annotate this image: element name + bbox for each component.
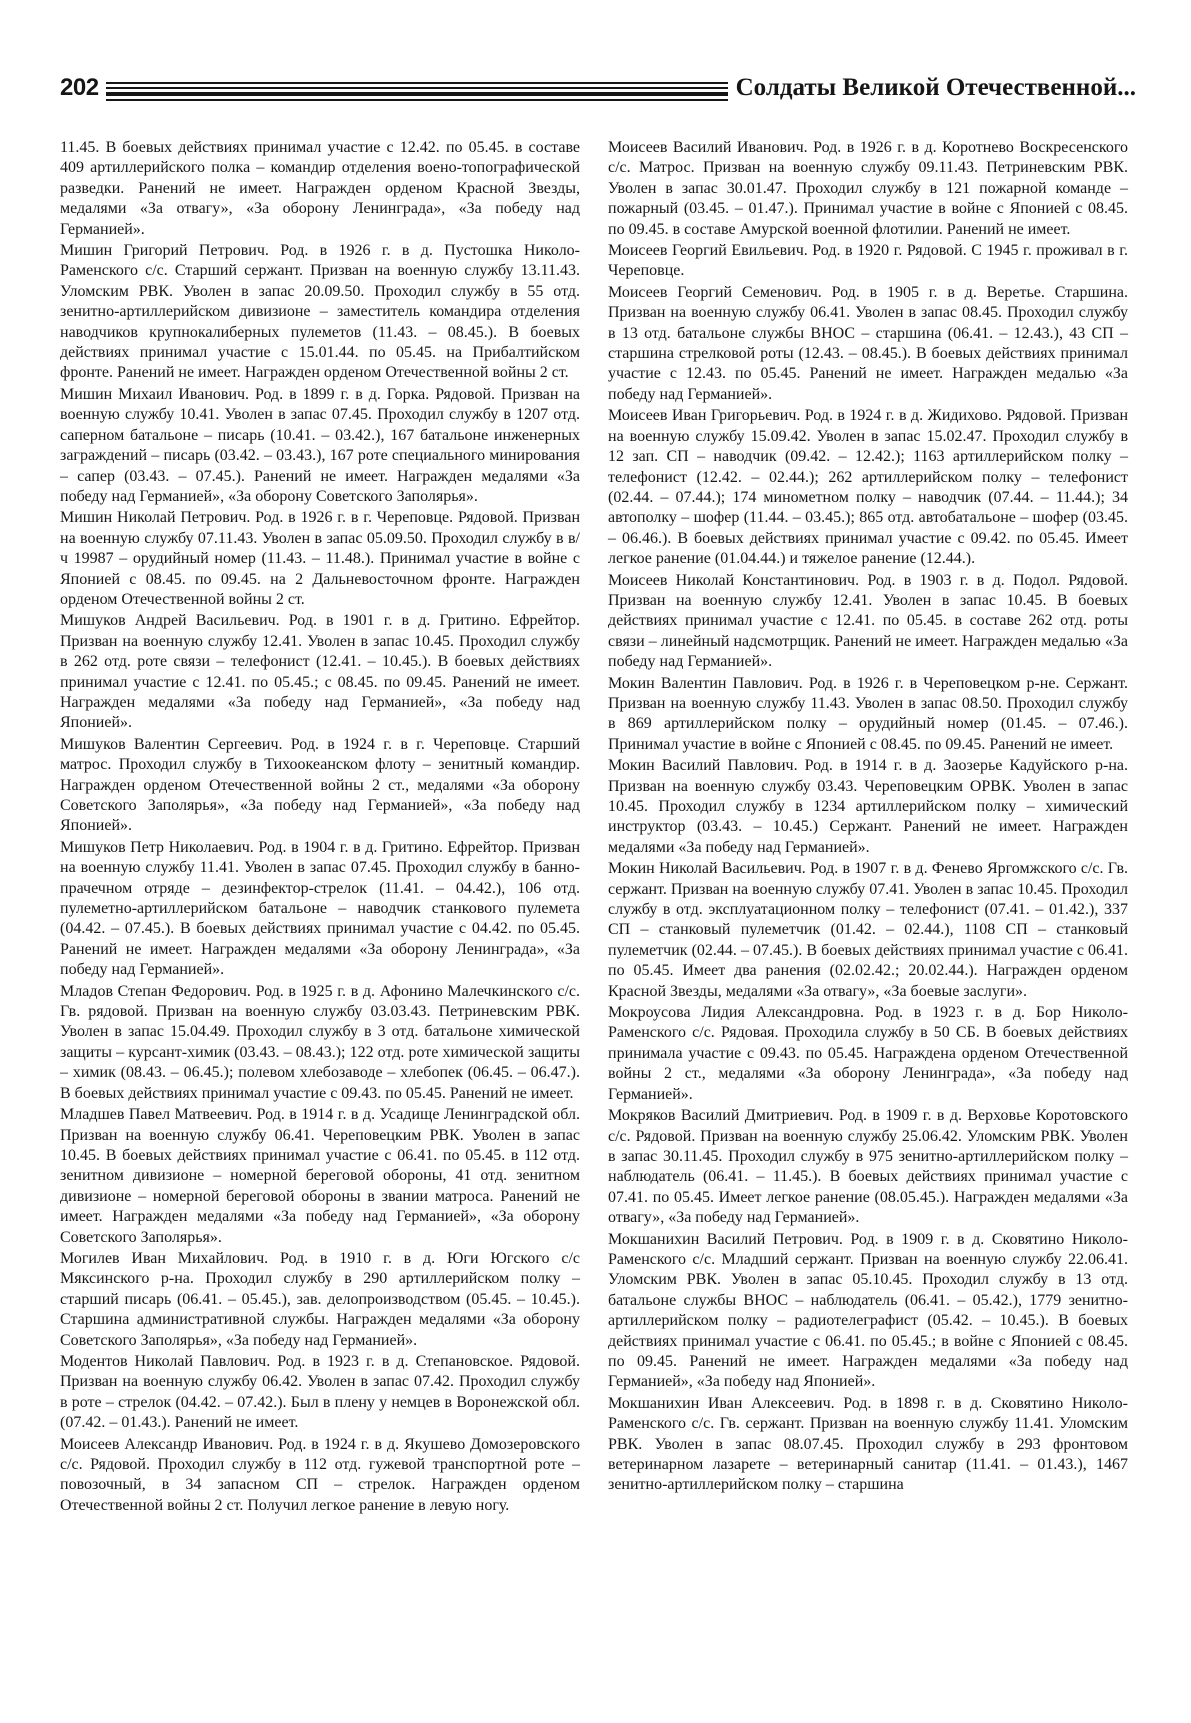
entry-mishin-nikolay: Мишин Николай Петрович. Род. в 1926 г. в г. Череповце. Рядовой. Призван на военную службу 07.11.43. Уволен в запас 05.09.50. Проходил службу в в/ч 19987 – орудийный номер (11.43. – 11.48.). Принимал участие в войне с Японией с 08.45. по 09.45. на 2 Дальневосточном фронте. Награжден орденом Отечественной войны 2 ст. xyxy=(60,509,580,608)
entry-moiseev-georgiy-e: Моисеев Георгий Евильевич. Род. в 1920 г. Рядовой. С 1945 г. проживал в г. Череповце. xyxy=(608,242,1128,280)
entry-modentov-nikolay: Модентов Николай Павлович. Род. в 1923 г. в д. Степановское. Рядовой. Призван на военную службу 06.42. Уволен в запас 07.42. Проходил службу в роте – стрелок (04.42. – 07.42.). Был в плену у немцев в Воронежской обл.(07.42. – 01.43.). Ранений не имеет. xyxy=(60,1352,580,1432)
entry-moiseev-georgiy-s: Моисеев Георгий Семенович. Род. в 1905 г. в д. Веретье. Старшина. Призван на военную службу 06.41. Уволен в запас 08.45. Проходил службу в 13 отд. батальоне службы ВНОС – старшина (06.41. – 12.43.), 43 СП – старшина стрелковой роты (12.43. – 08.45.). В боевых действиях принимал участие с 12.43. по 05.45. Ранений не имеет. Награжден медалью «За победу над Германией». xyxy=(608,283,1128,403)
right-column xyxy=(608,138,1128,1497)
entry-mokin-valentin: Мокин Валентин Павлович. Род. в 1926 г. в Череповецком р-не. Сержант. Призван на военную службу 11.43. Уволен в запас 08.50. Проходил службу в 869 артиллерийском полку – орудийный номер (01.45. – 07.46.). Принимал участие в войне с Японией с 08.45. по 09.45. Ранений не имеет. xyxy=(608,674,1128,753)
entry-mishin-mikhail: Мишин Михаил Иванович. Род. в 1899 г. в д. Горка. Рядовой. Призван на военную службу 10.41. Уволен в запас 07.45. Проходил службу в 1207 отд. саперном батальоне – писарь (10.41. – 03.42.), 167 батальоне инженерных заграждений – писарь (03.42. – 03.43.), 167 роте специального минирования – сапер (03.43. – 07.45.). Ранений не имеет. Награжден медалями «За победу над Германией», «За оборону Советского Заполярья». xyxy=(60,385,580,505)
entry-mishin-grigoriy: Мишин Григорий Петрович. Род. в 1926 г. в д. Пустошка Николо-Раменского с/с. Старший сержант. Призван на военную службу 13.11.43. Уломским РВК. Уволен в запас 20.09.50. Проходил службу в 55 отд. зенитно-артиллерийском дивизионе – заместитель командира отделения наводчиков крупнокалиберных пулеметов (11.43. – 08.45.). В боевых действиях принимал участие с 15.01.44. по 05.45. на Прибалтийском фронте. Ранений не имеет. Награжден орденом Отечественной войны 2 ст. xyxy=(60,242,580,382)
entry-moiseev-ivan: Моисеев Иван Григорьевич. Род. в 1924 г. в д. Жидихово. Рядовой. Призван на военную службу 15.09.42. Уволен в запас 15.02.47. Проходил службу в 12 зап. СП – наводчик (09.42. – 12.42.); 1163 артиллерийском полку – телефонист (12.42. – 02.44.); 262 артиллерийском полку – телефонист (02.44. – 07.44.); 174 минометном полку – наводчик (07.44. – 11.44.); 34 автополку – шофер (11.44. – 03.45.); 865 отд. автобатальоне – шофер (03.45. – 06.46.). В боевых действиях принимал участие с 09.42. по 05.45. Имеет легкое ранение (01.04.44.) и тяжелое ранение (12.44.). xyxy=(608,407,1128,568)
entry-mishukov-valentin: Мишуков Валентин Сергеевич. Род. в 1924 г. в г. Череповце. Старший матрос. Проходил службу в Тихоокеанском флоту – зенитный командир. Награжден орденом Отечественной войны 2 ст., медалями «За оборону Советского Заполярья», «За победу над Германией», «За победу над Японией». xyxy=(60,735,580,835)
entry-mokrousova-lidiya: Мокроусова Лидия Александровна. Род. в 1923 г. в д. Бор Николо-Раменского с/с. Рядовая. Проходила службу в 50 СБ. В боевых действиях принимала участие с 09.43. по 05.45. Награждена орденом Отечественной войны 2 ст., медалями «За оборону Ленинграда», «За победу над Германией». xyxy=(608,1004,1128,1103)
entry-mishukov-petr: Мишуков Петр Николаевич. Род. в 1904 г. в д. Гритино. Ефрейтор. Призван на военную службу 11.41. Уволен в запас 07.45. Проходил службу в банно-прачечном отряде – дезинфектор-стрелок (11.41. – 04.42.), 106 отд. пулеметно-артиллерийском батальоне – наводчик станкового пулемета (04.42. – 07.45.). В боевых действиях принимал участие с 04.42. по 05.45. Ранений не имеет. Награжден медалями «За оборону Ленинграда», «За победу над Германией». xyxy=(60,838,580,979)
entry-mladshev-pavel: Младшев Павел Матвеевич. Род. в 1914 г. в д. Усадище Ленинградской обл. Призван на военную службу 06.41. Череповецким РВК. Уволен в запас 10.45. В боевых действиях принимал участие с 06.41. по 05.45. в 112 отд. зенитном дивизионе – номерной береговой обороны, 41 отд. зенитном дивизионе – номерной береговой обороны в звании матроса. Ранений не имеет. Награжден медалями «За победу над Германией», «За оборону Советского Заполярья». xyxy=(60,1106,580,1246)
entry-mokin-nikolay: Мокин Николай Васильевич. Род. в 1907 г. в д. Фенево Яргомжского с/с. Гв. сержант. Призван на военную службу 07.41. Уволен в запас 10.45. Проходил службу в отд. эксплуатационном полку – телефонист (07.41. – 01.42.), 337 СП – станковый пулеметчик (01.42. – 02.44.), 1108 СП – станковый пулеметчик (02.44. – 07.45.). В боевых действиях принимал участие с 06.41. по 05.45. Имеет два ранения (02.02.42.; 20.02.44.). Награжден орденом Красной Звезды, медалями «За отвагу», «За боевые заслуги». xyxy=(608,860,1128,1000)
entry-mokin-vasiliy: Мокин Василий Павлович. Род. в 1914 г. в д. Заозерье Кадуйского р-на. Призван на военную службу 03.43. Череповецким ОРВК. Уволен в запас 10.45. Проходил службу в 1234 артиллерийском полку – химический инструктор (03.43. – 10.45.) Сержант. Ранений не имеет. Награжден медалями «За победу над Германией». xyxy=(608,757,1128,856)
entry-mokshanikhin-vasiliy: Мокшанихин Василий Петрович. Род. в 1909 г. в д. Сковятино Николо-Раменского с/с. Младший сержант. Призван на военную службу 22.06.41. Уломским РВК. Уволен в запас 05.10.45. Проходил службу в 13 отд. батальоне службы ВНОС – наблюдатель (06.41. – 05.42.), 1779 зенитно-артиллерийском полку – радиотелеграфист (05.42. – 10.45.). В боевых действиях принимал участие с 06.41. по 05.45.; в войне с Японией с 08.45. по 09.45. Ранений не имеет. Награжден медалями «За победу над Германией», «За победу над Японией». xyxy=(608,1230,1128,1391)
entry-mokshanikhin-ivan: Мокшанихин Иван Алексеевич. Род. в 1898 г. в д. Сковятино Николо-Раменского с/с. Гв. сержант. Призван на военную службу 11.41. Уломским РВК. Уволен в запас 08.07.45. Проходил службу в 293 фронтовом ветеринарном лазарете – ветеринарный санитар (11.41. – 01.43.), 1467 зенитно-артиллерийском полку – старшина xyxy=(608,1394,1128,1494)
entry-continuation: 11.45. В боевых действиях принимал участие с 12.42. по 05.45. в составе 409 артиллерийского полка – командир отделения воено-топографической разведки. Ранений не имеет. Награжден орденом Красной Звезды, медалями «За отвагу», «За оборону Ленинграда», «За победу над Германией». xyxy=(60,139,580,238)
entry-moiseev-aleksandr: Моисеев Александр Иванович. Род. в 1924 г. в д. Якушево Домозеровского с/с. Рядовой. Проходил службу в 112 отд. гужевой транспортной роте – повозочный, в 34 запасном СП – стрелок. Награжден орденом Отечественной войны 2 ст. Получил легкое ранение в левую ногу. xyxy=(60,1435,580,1514)
entry-mladov-stepan: Младов Степан Федорович. Род. в 1925 г. в д. Афонино Малечкинского с/с. Гв. рядовой. Призван на военную службу 03.03.43. Петриневским РВК. Уволен в запас 15.04.49. Проходил службу в 3 отд. батальоне химической защиты – курсант-химик (03.43. – 08.43.); 122 отд. роте химической защиты – химик (08.43. – 06.45.); полевом хлебозаводе – хлебопек (06.45. – 06.47.). В боевых действиях принимал участие с 09.43. по 05.45. Ранений не имеет. xyxy=(60,982,580,1102)
page-header xyxy=(60,70,1136,114)
header-rule-lines xyxy=(106,82,728,104)
entry-mishukov-andrey: Мишуков Андрей Васильевич. Род. в 1901 г. в д. Гритино. Ефрейтор. Призван на военную службу 12.41. Уволен в запас 10.45. Проходил службу в 262 отд. роте связи – телефонист (12.41. – 10.45.). В боевых действиях принимал участие с 12.41. по 05.45.; с 08.45. по 09.45. Ранений не имеет. Награжден медалями «За победу над Германией», «За победу над Японией». xyxy=(60,612,580,732)
running-title: Солдаты Великой Отечественной... xyxy=(735,74,1136,101)
entry-moiseev-vasiliy: Моисеев Василий Иванович. Род. в 1926 г. в д. Коротнево Воскресенского с/с. Матрос. Призван на военную службу 09.11.43. Петриневским РВК. Уволен в запас 30.01.47. Проходил службу в 121 пожарной команде – пожарный (03.45. – 01.47.). Принимал участие в войне с Японией с 08.45. по 09.45. в составе Амурской военной флотилии. Ранений не имеет. xyxy=(608,139,1128,238)
page-number: 202 xyxy=(60,74,99,101)
entry-mokryakov-vasiliy: Мокряков Василий Дмитриевич. Род. в 1909 г. в д. Верховье Коротовского с/с. Рядовой. Призван на военную службу 25.06.42. Уломским РВК. Уволен в запас 30.11.45. Проходил службу в 975 зенитно-артиллерийском полку – наблюдатель (06.41. – 11.45.). В боевых действиях принимал участие с 07.41. по 05.45. Имеет легкое ранение (08.05.45.). Награжден медалями «За отвагу», «За победу над Германией». xyxy=(608,1107,1128,1227)
entry-moiseev-nikolay: Моисеев Николай Константинович. Род. в 1903 г. в д. Подол. Рядовой. Призван на военную службу 12.41. Уволен в запас 10.45. В боевых действиях принимал участие с 12.41. по 05.45. в составе 262 отд. роты связи – линейный надсмотрщик. Ранений не имеет. Награжден медалью «За победу над Германией». xyxy=(608,571,1128,671)
entry-mogilev-ivan: Могилев Иван Михайлович. Род. в 1910 г. в д. Юги Югского с/с Мяксинского р-на. Проходил службу в 290 артиллерийском полку – старший писарь (06.41. – 05.45.), зав. делопроизводством (05.45. – 10.45.). Старшина административной службы. Награжден медалями «За оборону Советского Заполярья», «За победу над Германией». xyxy=(60,1249,580,1349)
left-column xyxy=(60,138,580,1517)
